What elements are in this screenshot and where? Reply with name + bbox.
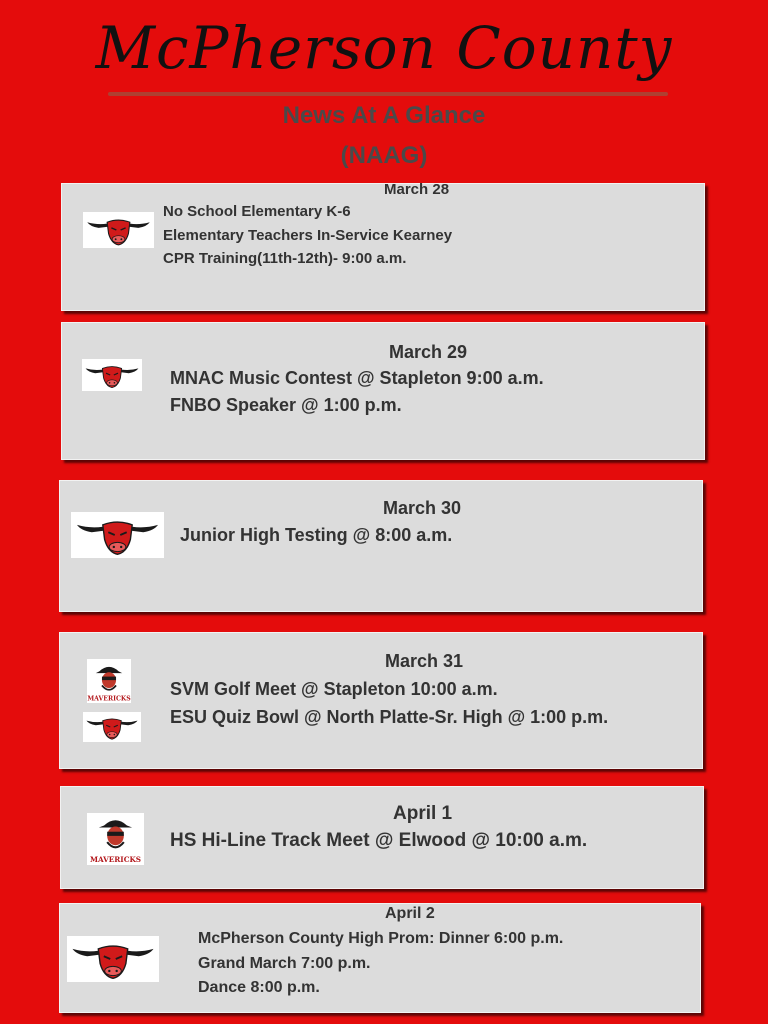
event-item: No School Elementary K-6 [163,203,351,220]
page-title: McPherson County [95,14,673,82]
event-item: Junior High Testing @ 8:00 a.m. [180,525,453,545]
event-card-april-2 [59,903,701,1013]
event-date: March 29 [389,342,468,362]
event-item: SVM Golf Meet @ Stapleton 10:00 a.m. [170,679,498,699]
event-item: CPR Training(11th-12th)- 9:00 a.m. [163,250,407,267]
event-item: Dance 8:00 p.m. [198,979,320,996]
event-card-march-30 [59,480,703,612]
event-item: HS Hi-Line Track Meet @ Elwood @ 10:00 a.m. [170,830,588,851]
event-item: Elementary Teachers In-Service Kearney [163,227,453,244]
bull-mascot-icon [82,359,142,391]
event-date: March 31 [385,651,464,671]
mavericks-logo-text: MAVERICKS [89,854,142,864]
event-item: McPherson County High Prom: Dinner 6:00 p.m. [198,930,564,947]
page-subtitle-abbrev: (NAAG) [340,142,428,169]
event-item: ESU Quiz Bowl @ North Platte-Sr. High @ 1:00 p.m. [170,707,609,727]
event-item: MNAC Music Contest @ Stapleton 9:00 a.m. [170,368,544,388]
page-subtitle: News At A Glance [282,102,486,129]
mavericks-logo [87,813,144,865]
event-card-march-29 [61,322,705,460]
event-date: April 1 [393,803,453,824]
event-date: April 2 [385,905,435,922]
event-date: March 28 [384,181,450,198]
event-card-march-28 [61,183,705,311]
mavericks-logo [87,659,131,703]
event-card-april-1 [60,786,704,889]
bull-mascot-icon [83,712,141,742]
bull-mascot-icon [71,512,164,558]
mavericks-logo-text: MAVERICKS [87,695,131,703]
event-item: FNBO Speaker @ 1:00 p.m. [170,395,402,415]
bull-mascot-icon [83,212,154,248]
event-card-march-31 [59,632,703,769]
event-date: March 30 [383,498,462,518]
title-underline [108,92,668,96]
event-item: Grand March 7:00 p.m. [198,955,371,972]
bull-mascot-icon [67,936,159,982]
